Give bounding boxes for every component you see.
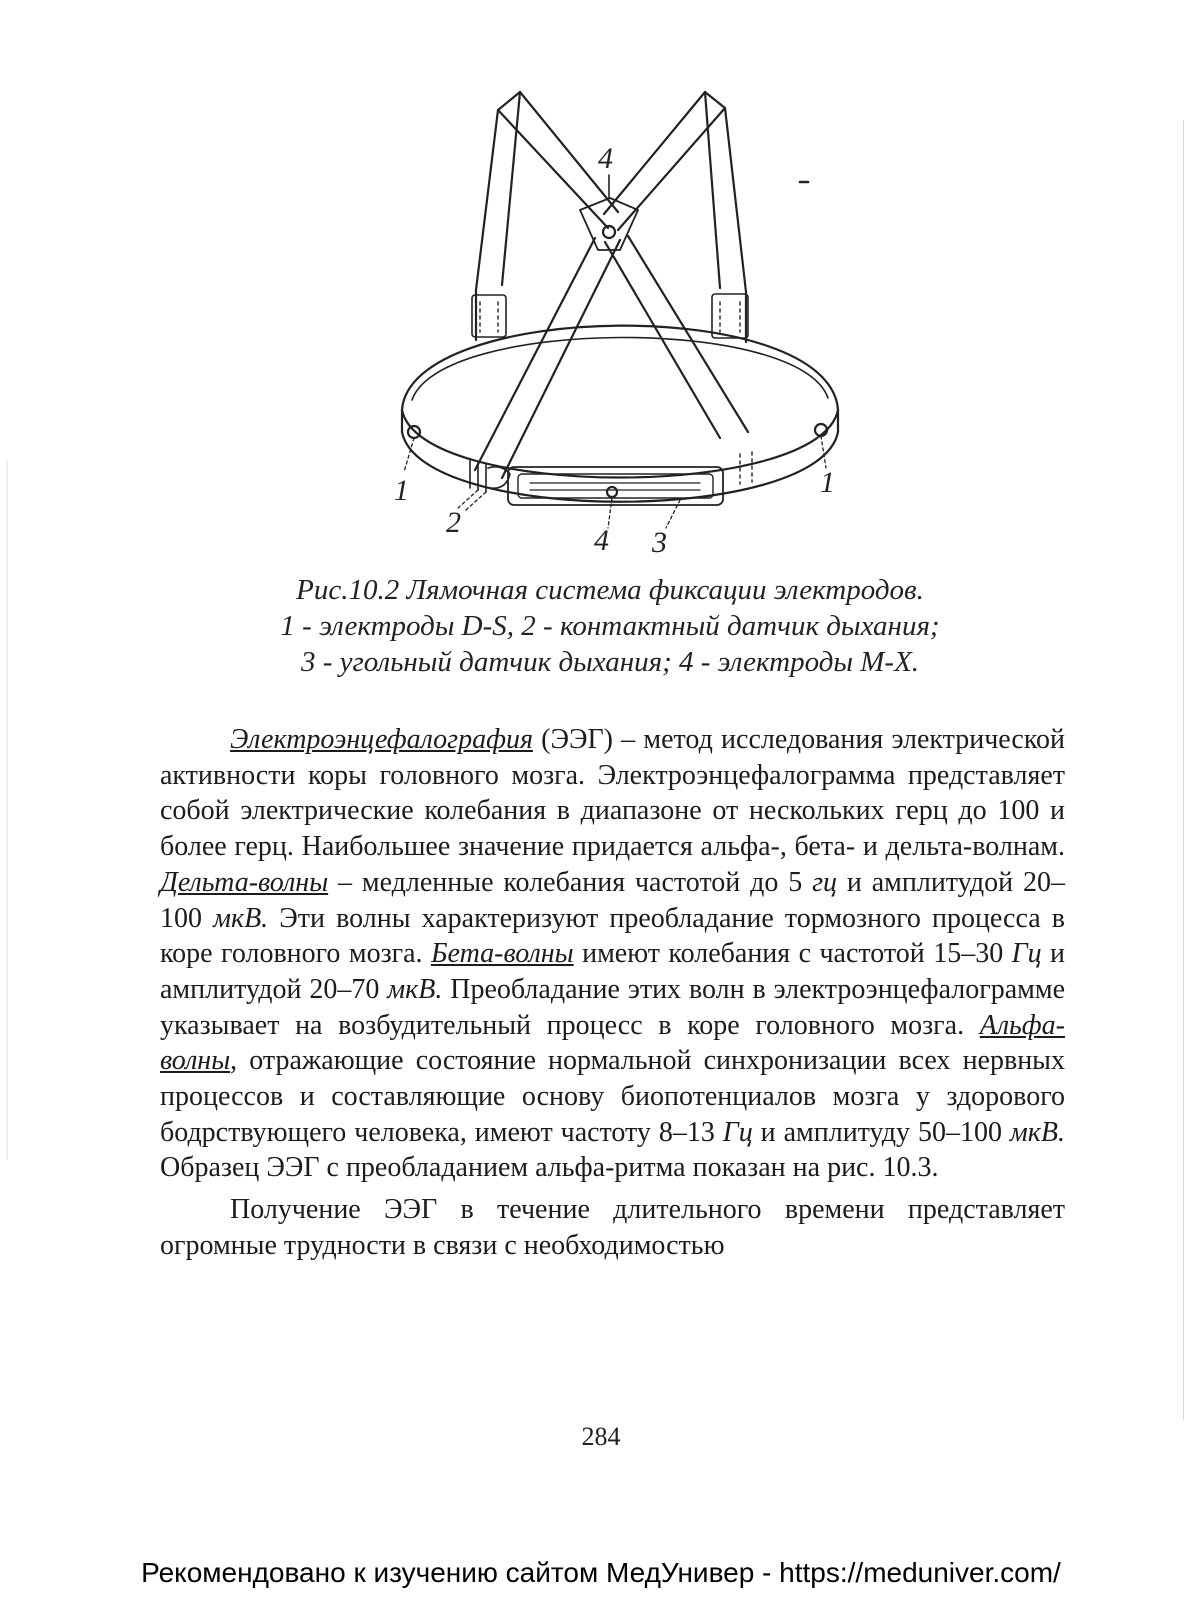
- paragraph-recording: Получение ЭЭГ в течение длительного времени представляет огромные трудности в связи с необходимостью: [160, 1194, 1065, 1261]
- footer-recommendation: Рекомендовано к изучению сайтом МедУнивер - https://meduniver.com/: [141, 1557, 1061, 1588]
- label-3: 3: [652, 526, 667, 559]
- label-top-4: 4: [598, 142, 613, 175]
- figure-caption-line-3: 3 - угольный датчик дыхания; 4 - электроды М-Х.: [300, 646, 920, 678]
- label-2: 2: [446, 506, 461, 539]
- figure-caption-line-1: Рис.10.2 Лямочная система фиксации электродов.: [296, 574, 924, 606]
- electrode-harness-figure: [380, 80, 860, 570]
- top-buckle: [580, 175, 808, 250]
- scan-edge-shadow: [6, 460, 8, 1160]
- term-eeg: Электроэнцефалография: [230, 724, 533, 755]
- term-beta-waves: Бета-волны: [431, 938, 574, 970]
- head-band: [402, 326, 838, 502]
- figure-caption-line-2: 1 - электроды D-S, 2 - контактный датчик дыхания;: [280, 610, 940, 642]
- label-right-1: 1: [820, 466, 835, 499]
- term-alpha-waves: Альфа-волны: [160, 1009, 1065, 1077]
- label-left-1: 1: [394, 474, 409, 507]
- term-delta-waves: Дельта-волны: [160, 866, 329, 898]
- label-bottom-4: 4: [594, 524, 609, 557]
- page-number: 284: [581, 1422, 621, 1451]
- page-edge-line: [1183, 120, 1184, 1420]
- paragraph-eeg: Электроэнцефалография (ЭЭГ) – метод исследования электрической активности коры головного мозга. Электроэнцефалограмма представляет собой электрические колебания в диапазоне от нескольких герц до 100 и более герц. Наибольшее значение придается альфа-, бета- и дельта-волнам. Дельта-волны – медленные колебания частотой до 5 гц и амплитудой 20–100 мкВ. Эти волны характеризуют преобладание тормозного процесса в коре головного мозга. Бета-волны имеют колебания с частотой 15–30 Гц и амплитудой 20–70 мкВ. Преобладание этих волн в электроэнцефалограмме указывает на возбудительный процесс в коре головного мозга. Альфа-волны, отражающие состояние нормальной синхронизации всех нервных процессов и составляющие основу биопотенциалов мозга у здорового бодрствующего человека, имеют частоту 8–13 Гц и амплитуду 50–100 мкВ. Образец ЭЭГ с преобладанием альфа-ритма показан на рис. 10.3.: [160, 724, 1066, 1184]
- body-text: [160, 722, 1065, 1264]
